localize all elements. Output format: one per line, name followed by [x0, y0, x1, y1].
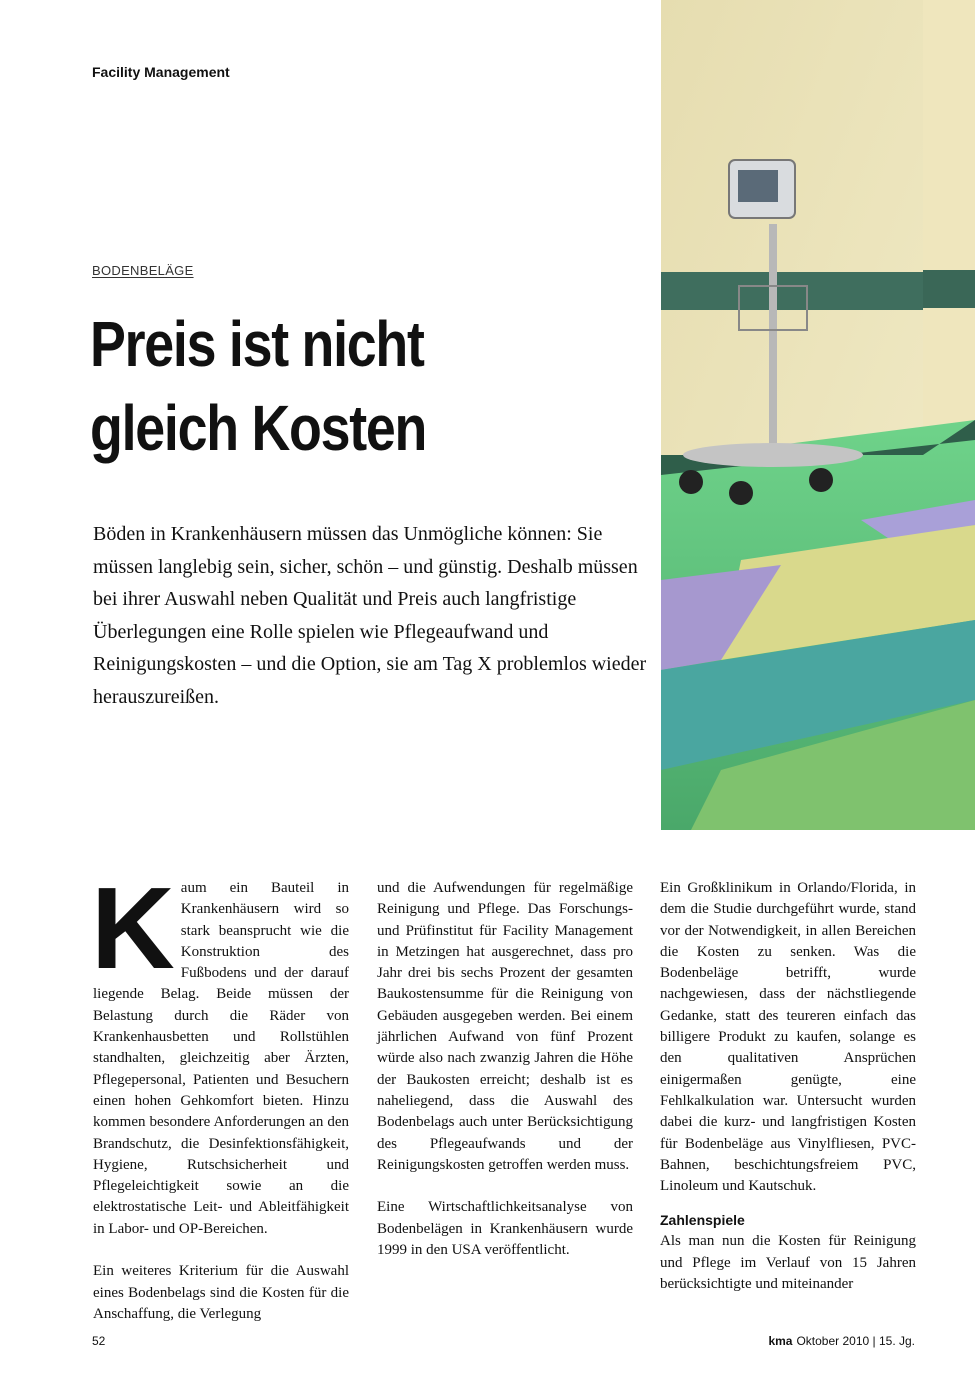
- hospital-floor-photo: [661, 0, 975, 830]
- issue-date: Oktober 2010 | 15. Jg.: [796, 1334, 915, 1348]
- body-paragraph: Ein Großklinikum in Orlando/Florida, in dem die Studie durchgeführt wurde, stand vor der Notwendigkeit, in allen Bereichen die Kosten zu senken. Was die Bodenbeläge betrifft, wurde nachgewiesen, dass der nächstliegende Gedanke, statt des teureren einfach das billigere Produkt zu kaufen, solange es den qualitativen Ansprüchen einigermaßen genügte, eine Fehlkalkulation war. Untersucht wurden dabei die kurz- und langfristigen Kosten für Bodenbeläge aus Vinylfliesen, PVC-Bahnen, beschichtungsfreiem PVC, Linoleum und Kautschuk.: [660, 880, 916, 1195]
- body-paragraph: Eine Wirtschaftlichkeitsanalyse von Bodenbelägen in Krankenhäusern wurde 1999 in den USA veröffentlicht.: [377, 1199, 633, 1259]
- headline-line-1: Preis ist nicht: [90, 308, 424, 380]
- section-label: Facility Management: [92, 64, 230, 80]
- body-paragraph: Als man nun die Kosten für Reinigung und Pflege im Verlauf von 15 Jahren berücksichtigte und miteinander: [660, 1233, 916, 1293]
- body-paragraph: Ein weiteres Kriterium für die Auswahl eines Bodenbelags sind die Kosten für die Anschaffung, die Verlegung: [93, 1263, 349, 1322]
- article-kicker: BODENBELÄGE: [92, 263, 194, 278]
- body-column-3: [660, 878, 916, 1295]
- body-paragraph: und die Aufwendungen für regelmäßige Reinigung und Pflege. Das Forschungs- und Prüfinstitut für Facility Management in Metzingen hat ausgerechnet, dass pro Jahr drei bis sechs Prozent der gesamten Baukostensumme für die Reinigung von Gebäuden ausgegeben werden. Bei einem jährlichen Aufwand von fünf Prozent würde also nach zwanzig Jahren die Höhe der Baukosten erreicht; deshalb ist es naheliegend, dass die Auswahl des Bodenbelags auch unter Berücksichtigung des Pflegeaufwands und der Reinigungskosten getroffen werden muss.: [377, 880, 633, 1173]
- body-paragraph: aum ein Bauteil in Krankenhäusern wird so stark beansprucht wie die Konstruktion des Fußbodens und der darauf liegende Belag. Beide müssen der Belastung durch die Räder von Krankenhausbetten und Rollstühlen standhalten, gleichzeitig aber Ärzten, Pflegepersonal, Patienten und Besuchern einen hohen Gehkomfort bieten. Hinzu kommen besondere Anforderungen an den Brandschutz, die Desinfektionsfähigkeit, Hygiene, Rutschsicherheit und Pflegeleichtigkeit sowie an die elektrostatische Leit- und Ableitfähigkeit in Labor- und OP-Bereichen.: [93, 880, 349, 1237]
- page-number: 52: [92, 1334, 106, 1348]
- body-column-1: [91, 863, 349, 1325]
- headline: [90, 302, 544, 470]
- magazine-logo: kma: [768, 1334, 793, 1348]
- body-column-2: [377, 878, 633, 1261]
- lead-paragraph: Böden in Krankenhäusern müssen das Unmögliche können: Sie müssen langlebig sein, sicher, schön – und günstig. Deshalb müssen bei ihrer Auswahl neben Qualität und Preis auch langfristige Überlegungen eine Rolle spielen wie Pflegeaufwand und Reinigungskosten – und die Option, sie am Tag X problemlos wieder herauszureißen.: [93, 523, 647, 708]
- footer-issue-info: [768, 1334, 915, 1348]
- drop-cap: K: [91, 863, 175, 993]
- headline-line-2: gleich Kosten: [90, 392, 427, 464]
- subheading: Zahlenspiele: [660, 1212, 745, 1229]
